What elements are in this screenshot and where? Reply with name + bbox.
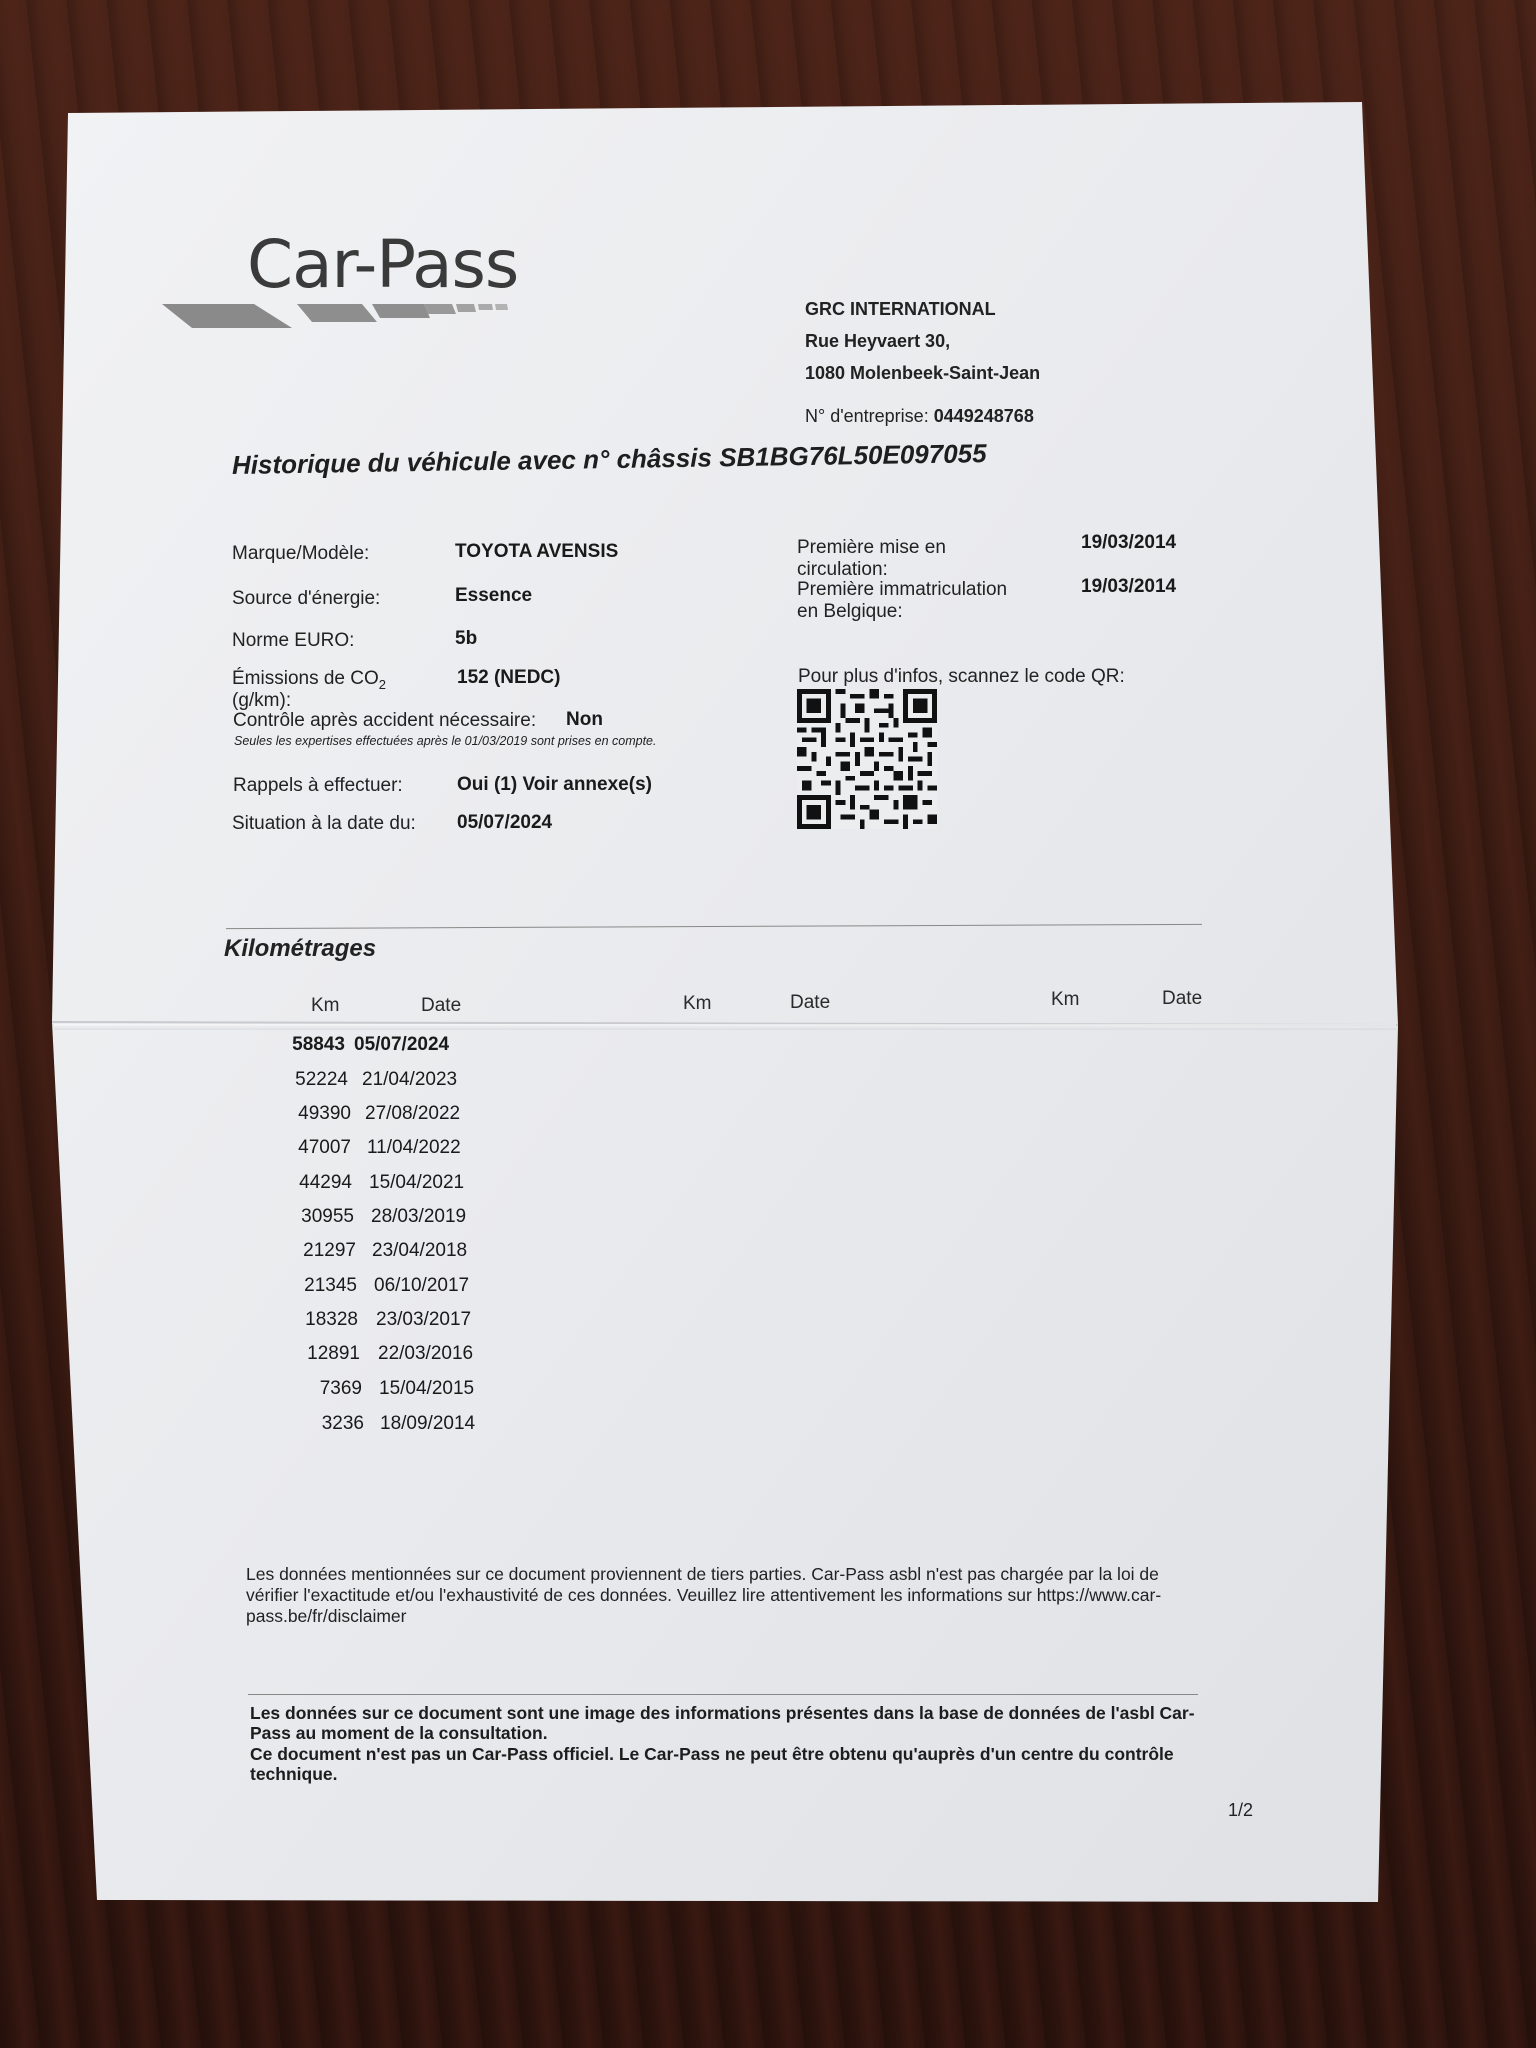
car-pass-logo-stripes-icon — [162, 298, 518, 334]
co2-value: 152 (NEDC) — [457, 667, 561, 688]
mileage-date: 05/07/2024 — [354, 1034, 450, 1055]
recalls-value: Oui (1) Voir annexe(s) — [457, 774, 652, 795]
co2-unit-label: (g/km): — [232, 690, 292, 711]
co2-subscript: 2 — [378, 676, 387, 692]
accident-check-value: Non — [566, 709, 603, 730]
mileage-date: 27/08/2022 — [365, 1103, 461, 1124]
co2-label-text: Émissions de CO — [232, 668, 379, 689]
situation-date-value: 05/07/2024 — [457, 812, 553, 833]
mileage-km: 18328 — [305, 1309, 358, 1330]
euro-norm-value: 5b — [455, 628, 478, 649]
euro-norm-label: Norme EURO: — [232, 630, 355, 651]
logo-text: Car-Pass — [247, 226, 519, 303]
first-circulation-label-2: circulation: — [797, 559, 888, 580]
date-column-header-1: Date — [421, 995, 462, 1016]
mileage-date: 06/10/2017 — [374, 1275, 470, 1296]
first-belgium-label-2: en Belgique: — [797, 601, 903, 622]
page-number: 1/2 — [1228, 1800, 1254, 1820]
enterprise-number-line — [805, 406, 1034, 427]
mileage-date: 11/04/2022 — [367, 1137, 461, 1158]
company-street: Rue Heyvaert 30, — [805, 331, 951, 351]
accident-note: Seules les expertises effectuées après le 01/03/2019 sont prises en compte. — [234, 734, 657, 748]
energy-label: Source d'énergie: — [232, 588, 381, 609]
mileage-section-title: Kilométrages — [224, 935, 377, 962]
company-name: GRC INTERNATIONAL — [805, 299, 996, 319]
database-note: Les données sur ce document sont une image des informations présentes dans la base de données de l'asbl Car-Pass au moment de la consultation. — [250, 1703, 1195, 1743]
mileage-date: 28/03/2019 — [371, 1206, 467, 1227]
situation-date-label: Situation à la date du: — [232, 813, 416, 834]
date-column-header-3: Date — [1162, 988, 1203, 1009]
mileage-km: 7369 — [319, 1378, 362, 1399]
mileage-date: 15/04/2021 — [369, 1172, 465, 1193]
mileage-date: 23/04/2018 — [372, 1240, 468, 1261]
mileage-km: 47007 — [298, 1137, 351, 1158]
mileage-km: 12891 — [307, 1343, 360, 1364]
enterprise-label: N° d'entreprise: — [805, 406, 929, 426]
mileage-date: 18/09/2014 — [380, 1413, 476, 1434]
mileage-km: 21345 — [304, 1275, 357, 1296]
mileage-date: 22/03/2016 — [378, 1343, 474, 1364]
mileage-km: 3236 — [321, 1413, 364, 1434]
accident-check-label: Contrôle après accident nécessaire: — [233, 710, 537, 731]
first-belgium-value: 19/03/2014 — [1081, 576, 1177, 597]
mileage-km: 49390 — [298, 1103, 351, 1124]
mileage-km: 30955 — [301, 1206, 354, 1227]
disclaimer-text: Les données mentionnées sur ce document proviennent de tiers parties. Car-Pass asbl n'est pas chargée par la loi de vérifier l'exactitude et/ou l'exhaustivité de ces données. Veuillez lire attentivement les informations sur https://www.car-pass.be/fr/disclaimer — [246, 1564, 1162, 1626]
make-model-label: Marque/Modèle: — [232, 543, 370, 564]
footer-divider — [248, 1694, 1198, 1695]
mileage-km: 21297 — [303, 1240, 356, 1261]
first-circulation-value: 19/03/2014 — [1081, 532, 1177, 553]
first-belgium-label-1: Première immatriculation — [797, 579, 1008, 600]
energy-value: Essence — [455, 585, 533, 606]
recalls-label: Rappels à effectuer: — [233, 775, 403, 796]
km-column-header-3: Km — [1051, 989, 1080, 1010]
document-title: Historique du véhicule avec n° châssis SB1BG76L50E097055 — [231, 438, 987, 480]
mileage-date: 23/03/2017 — [376, 1309, 472, 1330]
first-circulation-label-1: Première mise en — [797, 537, 946, 558]
official-note: Ce document n'est pas un Car-Pass officiel. Le Car-Pass ne peut être obtenu qu'auprès d'un centre du contrôle technique. — [250, 1744, 1174, 1784]
date-column-header-2: Date — [790, 992, 831, 1013]
mileage-date: 15/04/2015 — [379, 1378, 475, 1399]
km-column-header-1: Km — [311, 995, 340, 1016]
enterprise-number: 0449248768 — [933, 406, 1034, 426]
mileage-km: 58843 — [292, 1034, 345, 1055]
qr-code-icon[interactable] — [797, 689, 937, 829]
mileage-date: 21/04/2023 — [362, 1069, 458, 1090]
company-city: 1080 Molenbeek-Saint-Jean — [805, 363, 1041, 383]
mileage-km: 52224 — [295, 1069, 348, 1090]
qr-label: Pour plus d'infos, scannez le code QR: — [798, 666, 1125, 687]
km-column-header-2: Km — [683, 993, 712, 1014]
make-model-value: TOYOTA AVENSIS — [455, 541, 619, 562]
mileage-km: 44294 — [299, 1172, 352, 1193]
